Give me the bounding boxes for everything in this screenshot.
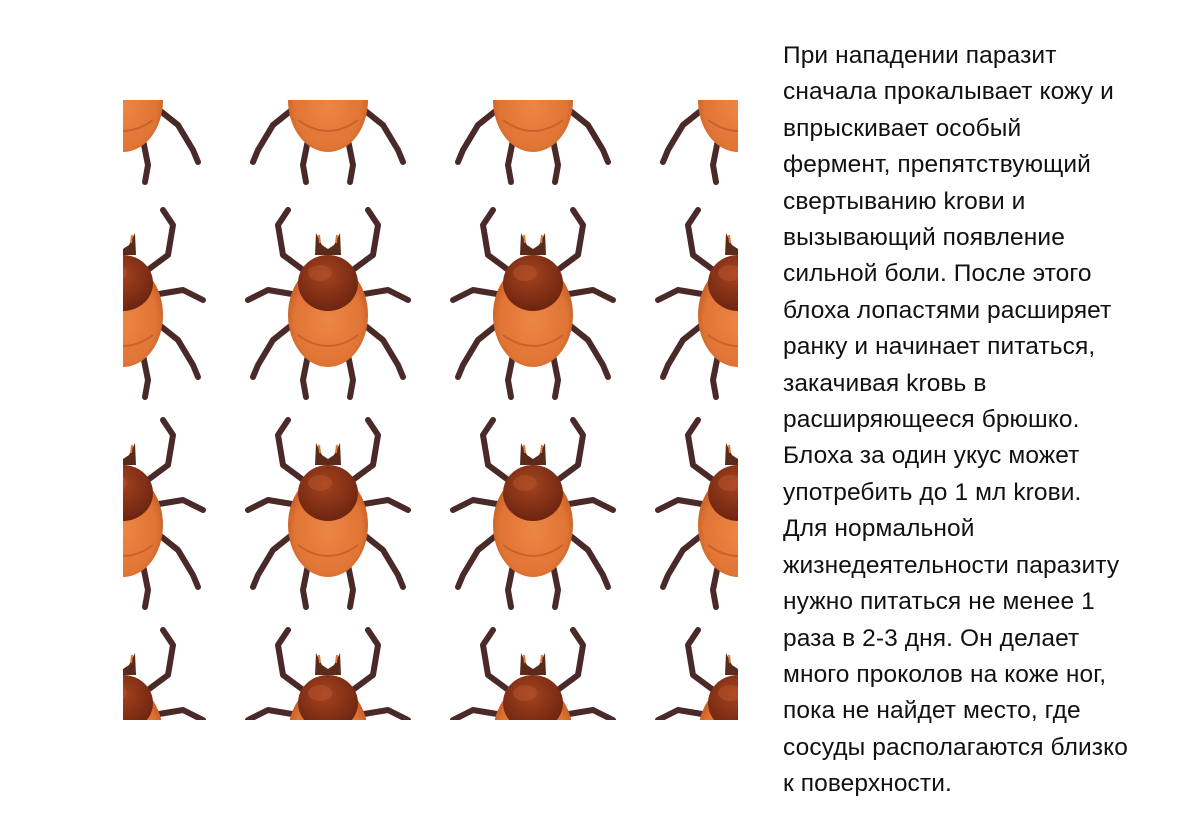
tick-pattern-svg — [123, 100, 738, 720]
tick-grid — [123, 100, 738, 720]
text-line: раза в 2-3 дня. Он делает — [783, 624, 1080, 652]
text-line: сильной боли. После этого — [783, 260, 1092, 288]
article-paragraph — [783, 38, 1188, 803]
text-line: вызывающий появление — [783, 224, 1065, 252]
text-line: сначала прокалывает кожу и — [783, 78, 1114, 106]
text-line: впрыскивает особый — [783, 114, 1022, 142]
text-line: Блоха за один укус может — [783, 442, 1080, 470]
tick-icon — [453, 420, 613, 607]
tick-icon — [658, 100, 738, 182]
text-line: блоха лопастями расширяет — [783, 296, 1112, 324]
text-line: Для нормальной — [783, 515, 975, 543]
text-line: жизнедеятельности паразиту — [783, 551, 1120, 579]
tick-icon — [453, 210, 613, 397]
text-line: нужно питаться не менее 1 — [783, 588, 1095, 616]
tick-icon — [658, 210, 738, 397]
text-line: свертыванию krови и — [783, 187, 1026, 215]
text-line: пока не найдет место, где — [783, 697, 1081, 725]
text-line: фермент, препятствующий — [783, 151, 1091, 179]
tick-icon — [123, 420, 203, 607]
tick-icon — [248, 420, 408, 607]
tick-icon — [248, 100, 408, 182]
tick-icon — [123, 210, 203, 397]
tick-icon — [248, 210, 408, 397]
text-line: При нападении паразит — [783, 42, 1057, 69]
tick-icon — [123, 100, 203, 182]
tick-icon — [123, 630, 203, 720]
text-line: ранку и начинает питаться, — [783, 333, 1096, 361]
text-line: употребить до 1 мл krови. — [783, 478, 1082, 506]
tick-icon — [248, 630, 408, 720]
text-line: закачивая kroвь в — [783, 369, 987, 397]
text-line: сосуды располагаются близко — [783, 733, 1128, 761]
tick-pattern-illustration — [123, 100, 738, 720]
tick-icon — [658, 630, 738, 720]
text-line: расширяющееся брюшко. — [783, 406, 1080, 434]
text-line: к поверхности. — [783, 770, 952, 798]
text-line: много проколов на коже ног, — [783, 660, 1107, 688]
tick-icon — [453, 630, 613, 720]
tick-icon — [453, 100, 613, 182]
tick-icon — [658, 420, 738, 607]
